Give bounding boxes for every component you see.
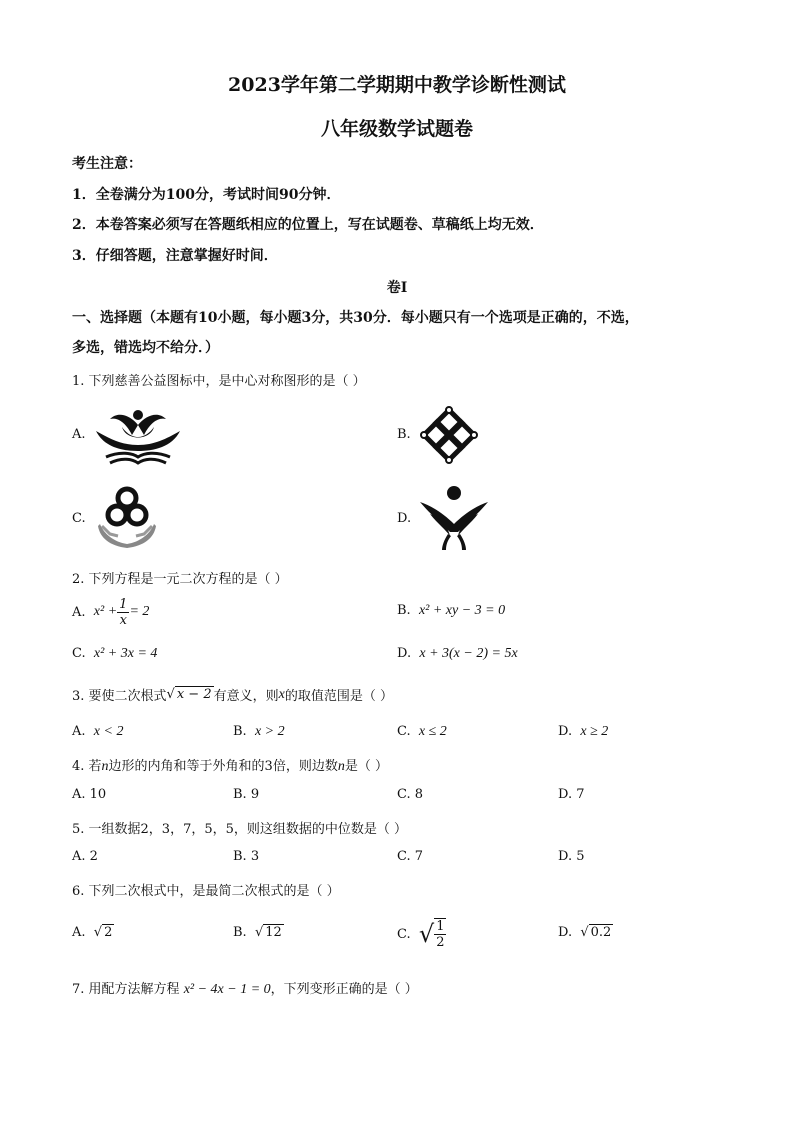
q2-option-d-label: D. bbox=[397, 646, 412, 661]
q6-option-c-fraction bbox=[434, 918, 446, 950]
q3-option-c-text: x ≤ 2 bbox=[418, 724, 447, 739]
question-4-stem bbox=[72, 755, 388, 775]
question-3-stem bbox=[72, 685, 393, 704]
q3-option-a bbox=[72, 724, 123, 740]
q5-option-c: C. 7 bbox=[397, 849, 424, 864]
q1-option-a-label: A. bbox=[72, 427, 86, 442]
q3-option-c-label: C. bbox=[397, 724, 411, 739]
q3-stem-mid: 有意义，则 bbox=[213, 689, 279, 704]
q3-option-d bbox=[558, 724, 608, 740]
q3-option-b-text: x > 2 bbox=[254, 724, 285, 739]
q1-option-c-label: C. bbox=[72, 511, 86, 526]
volume-label: 卷Ⅰ bbox=[386, 280, 408, 296]
q5-option-a: A. 2 bbox=[72, 849, 98, 864]
hearts-knot-icon bbox=[418, 404, 480, 466]
q6-option-d-label: D. bbox=[558, 925, 573, 940]
q3-option-d-text: x ≥ 2 bbox=[580, 724, 609, 739]
q4-stem-after: 是（ ） bbox=[344, 759, 388, 774]
q4-stem-before: 4. 若 bbox=[72, 759, 102, 774]
lotus-charity-icon bbox=[92, 405, 184, 467]
q3-option-c bbox=[397, 724, 447, 740]
q3-option-a-label: A. bbox=[72, 724, 86, 739]
q2-option-a-lhs: x² + bbox=[93, 604, 118, 619]
q2-option-a-fraction bbox=[117, 597, 129, 628]
q7-stem-after: ，下列变形正确的是（ ） bbox=[270, 982, 418, 997]
fraction-numerator: 1 bbox=[436, 919, 445, 934]
figure-wings-icon bbox=[418, 484, 490, 552]
q7-equation: x² − 4x − 1 = 0 bbox=[183, 982, 271, 997]
q3-stem-after: 的取值范围是（ ） bbox=[284, 689, 393, 704]
q6-option-c bbox=[397, 914, 446, 954]
q3-radical: √ x − 2 bbox=[166, 687, 212, 702]
page-title: 2023学年第二学期期中教学诊断性测试 bbox=[228, 74, 566, 96]
q5-option-d: D. 5 bbox=[558, 849, 585, 864]
q2-option-c bbox=[72, 646, 157, 662]
q6-option-d-radical: √ 0.2 bbox=[580, 925, 612, 940]
q4-variable-repeat: n bbox=[337, 759, 345, 774]
page-subtitle: 八年级数学试题卷 bbox=[320, 118, 473, 140]
q6-option-c-label: C. bbox=[397, 926, 411, 942]
q2-option-c-label: C. bbox=[72, 646, 86, 661]
q6-option-d-radicand: 0.2 bbox=[590, 925, 612, 940]
q6-option-a-radical: √ 2 bbox=[93, 925, 113, 940]
question-2-stem: 2. 下列方程是一元二次方程的是（ ） bbox=[72, 572, 288, 587]
q1-option-d-label: D. bbox=[397, 511, 412, 526]
fraction-denominator: x bbox=[119, 612, 127, 628]
note-item-3: 3．仔细答题，注意掌握好时间． bbox=[72, 248, 278, 264]
section-heading-line1: 一、选择题（本题有10小题，每小题3分，共30分．每小题只有一个选项是正确的，不选， bbox=[72, 310, 639, 326]
q6-option-a bbox=[72, 925, 114, 940]
q2-option-b-equation: x² + xy − 3 = 0 bbox=[418, 603, 506, 618]
section-heading-line2: 多选，错选均不给分．） bbox=[72, 340, 219, 356]
q2-option-c-equation: x² + 3x = 4 bbox=[93, 646, 158, 661]
q3-option-a-text: x < 2 bbox=[93, 724, 124, 739]
q5-option-b: B. 3 bbox=[233, 849, 260, 864]
q2-option-b-label: B. bbox=[397, 603, 411, 618]
q2-option-b bbox=[397, 603, 505, 619]
q2-option-a-label: A. bbox=[72, 604, 86, 620]
question-6-stem: 6. 下列二次根式中，是最简二次根式的是（ ） bbox=[72, 884, 340, 899]
q6-option-b bbox=[233, 925, 284, 940]
fraction-numerator: 1 bbox=[119, 596, 128, 612]
q7-stem-before: 7. 用配方法解方程 bbox=[72, 982, 180, 997]
note-item-2: 2．本卷答案必须写在答题纸相应的位置上，写在试题卷、草稿纸上均无效． bbox=[72, 217, 544, 233]
q4-option-a: A. 10 bbox=[72, 787, 107, 802]
q4-option-c: C. 8 bbox=[397, 787, 424, 802]
q3-stem-before: 3. 要使二次根式 bbox=[72, 689, 167, 704]
question-7-stem bbox=[72, 978, 418, 998]
three-hearts-hands-icon bbox=[96, 484, 158, 548]
q4-option-d: D. 7 bbox=[558, 787, 585, 802]
q2-option-a-rhs: = 2 bbox=[129, 604, 150, 619]
q3-option-b bbox=[233, 724, 285, 740]
q1-option-b-label: B. bbox=[397, 427, 411, 442]
question-5-stem: 5. 一组数据2，3，7，5，5，则这组数据的中位数是（ ） bbox=[72, 822, 408, 837]
question-1-stem: 1. 下列慈善公益图标中，是中心对称图形的是（ ） bbox=[72, 374, 366, 389]
q3-variable: x bbox=[278, 686, 285, 702]
q2-option-d bbox=[397, 646, 518, 662]
q6-option-a-label: A. bbox=[72, 925, 86, 940]
q3-radicand: x − 2 bbox=[176, 687, 212, 702]
note-item-1: 1．全卷满分为100分，考试时间90分钟． bbox=[72, 187, 341, 203]
q4-variable: n bbox=[101, 759, 109, 774]
q4-stem-mid: 边形的内角和等于外角和的3倍，则边数 bbox=[108, 759, 338, 774]
q6-option-c-radical-sign: √ bbox=[418, 920, 435, 948]
q6-option-b-label: B. bbox=[233, 925, 247, 940]
q6-option-a-radicand: 2 bbox=[104, 925, 113, 940]
notes-heading: 考生注意： bbox=[72, 156, 142, 172]
q6-option-d bbox=[558, 925, 613, 940]
q2-option-d-equation: x + 3(x − 2) = 5x bbox=[419, 646, 518, 661]
q2-option-a bbox=[72, 594, 149, 630]
q6-option-b-radical: √ 12 bbox=[254, 925, 282, 940]
q3-option-d-label: D. bbox=[558, 724, 573, 739]
q6-option-b-radicand: 12 bbox=[265, 925, 282, 940]
q3-option-b-label: B. bbox=[233, 724, 247, 739]
fraction-denominator: 2 bbox=[436, 935, 445, 950]
q4-option-b: B. 9 bbox=[233, 787, 260, 802]
